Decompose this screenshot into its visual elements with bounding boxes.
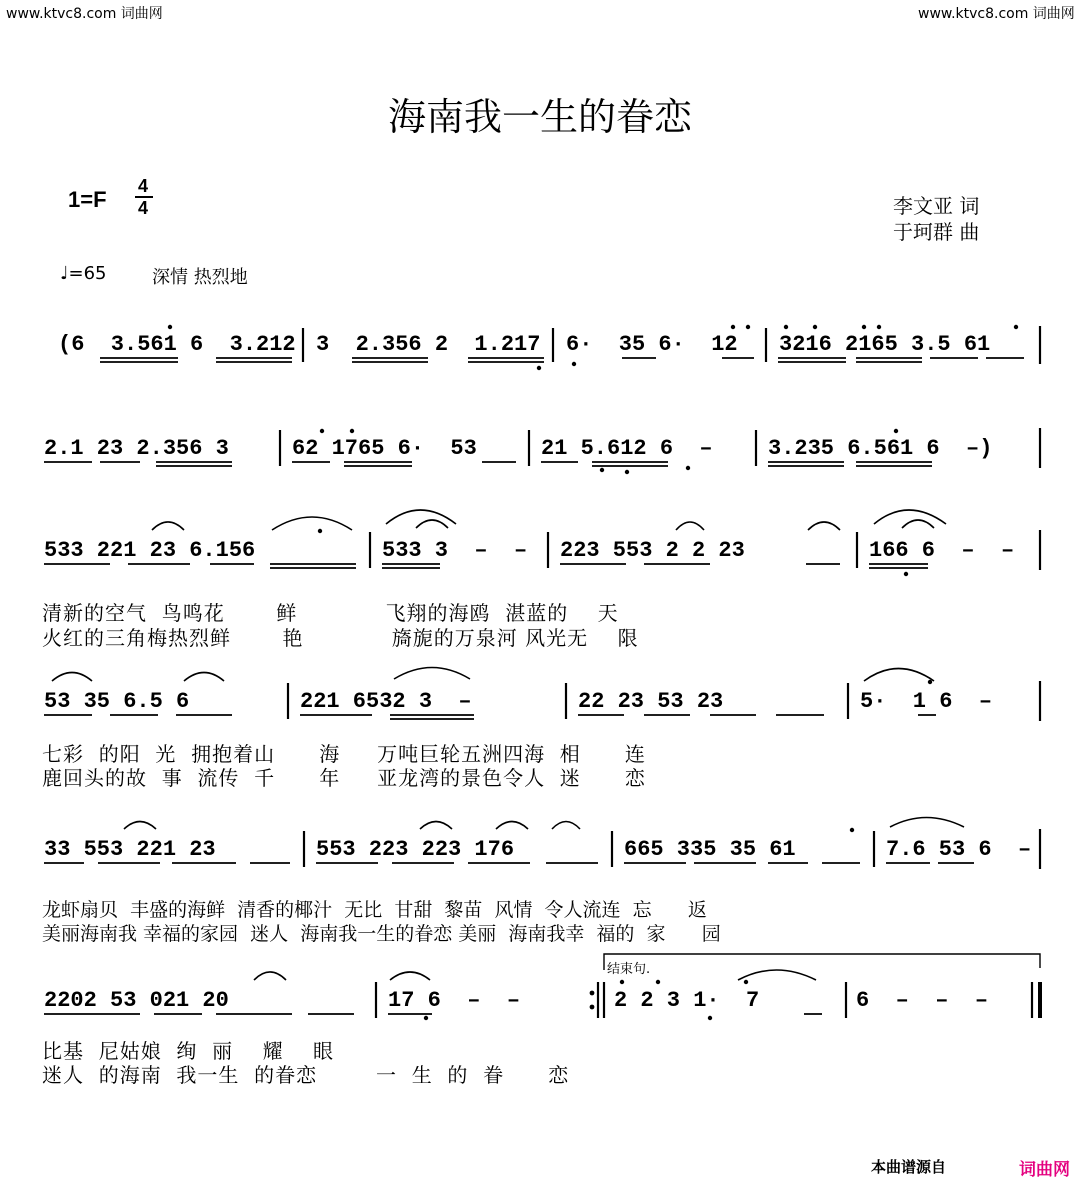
row4-measure2: 221 6532 3 – xyxy=(300,689,472,714)
slur xyxy=(390,972,430,980)
slur xyxy=(124,822,156,830)
row6-lyrics-verse2: 迷人 的海南 我一生 的眷恋 一 生 的 眷 恋 xyxy=(42,1063,570,1087)
slur xyxy=(808,522,840,530)
lyricist-credit: 李文亚 词 xyxy=(893,194,980,218)
slur xyxy=(676,522,704,530)
row2-measure1: 2.1 23 2.356 3 xyxy=(44,436,229,461)
slur xyxy=(184,673,224,682)
slur xyxy=(552,822,580,830)
slur xyxy=(254,972,286,980)
row6-measure4: 6 – – – xyxy=(856,988,989,1013)
row4-measure4: 5· 1 6 – xyxy=(860,689,993,714)
repeat-dot xyxy=(590,991,595,996)
slur xyxy=(152,522,184,530)
ending-bracket xyxy=(604,954,1040,970)
slur xyxy=(386,510,456,524)
slur xyxy=(890,818,964,828)
row3-lyrics-verse1: 清新的空气 鸟鸣花 鲜 飞翔的海鸥 湛蓝的 天 xyxy=(42,601,619,625)
row1-measure3: 6· 35 6· 12 xyxy=(566,332,738,357)
slur xyxy=(902,520,934,528)
row6-lyrics-verse1: 比基 尼姑娘 绚 丽 耀 眼 xyxy=(42,1039,335,1063)
row2-measure3: 21 5.612 6 – xyxy=(541,436,713,461)
slur xyxy=(864,669,934,682)
composer-credit: 于珂群 曲 xyxy=(893,220,980,244)
row3-measure4: 166 6 – – xyxy=(869,538,1015,563)
slur xyxy=(52,673,92,682)
row3-measure1: 533 221 23 6.156 xyxy=(44,538,256,563)
row2-measure4: 3.235 6.561 6 –) xyxy=(768,436,993,461)
row1-measure2: 3 2.356 2 1.217 xyxy=(316,332,541,357)
ending-label: 结束句. xyxy=(607,962,651,977)
slur xyxy=(416,520,448,528)
tempo-mark: ♩=65 xyxy=(60,263,107,284)
expression-mark: 深情 热烈地 xyxy=(152,267,248,288)
row1-measure1: (6 3.561 6 3.212 xyxy=(58,332,296,357)
time-signature-bottom: 4 xyxy=(138,198,149,218)
row6-measure3: 2 2 3 1· 7 xyxy=(614,988,760,1013)
row5-lyrics-verse2: 美丽海南我 幸福的家园 迷人 海南我一生的眷恋 美丽 海南我幸 福的 家 园 xyxy=(42,923,721,945)
row4-measure1: 53 35 6.5 6 xyxy=(44,689,190,714)
slur xyxy=(496,822,528,830)
header-site-left: www.ktvc8.com 词曲网 xyxy=(6,6,163,22)
song-title: 海南我一生的眷恋 xyxy=(387,95,692,139)
row4-measure3: 22 23 53 23 xyxy=(578,689,724,714)
row5-lyrics-verse1: 龙虾扇贝 丰盛的海鲜 清香的椰汁 无比 甘甜 黎苗 风情 令人流连 忘 返 xyxy=(42,899,707,921)
row5-measure3: 665 335 35 61 xyxy=(624,837,796,862)
row4-lyrics-verse2: 鹿回头的故 事 流传 千 年 亚龙湾的景色令人 迷 恋 xyxy=(42,766,646,790)
slur xyxy=(272,517,352,530)
row3-measure3: 223 553 2 2 23 xyxy=(560,538,745,563)
time-signature-top: 4 xyxy=(138,176,149,196)
row3-measure2: 533 3 – – xyxy=(382,538,528,563)
repeat-dot xyxy=(590,1005,595,1010)
row6-measure2: 17 6 – – xyxy=(388,988,521,1013)
footer-source: 本曲谱源自 xyxy=(871,1158,947,1176)
row4-lyrics-verse1: 七彩 的阳 光 拥抱着山 海 万吨巨轮五洲四海 相 连 xyxy=(42,742,646,766)
row6-measure1: 2202 53 021 20 xyxy=(44,988,229,1013)
row5-measure2: 553 223 223 176 xyxy=(316,837,515,862)
slur xyxy=(738,970,816,980)
slur xyxy=(394,668,470,680)
row2-measure2: 62 1765 6· 53 xyxy=(292,436,477,461)
slur xyxy=(420,822,452,830)
row1-measure4: 3216 2165 3.5 61 xyxy=(779,332,991,357)
footer-logo: 词曲网 xyxy=(1019,1160,1070,1180)
header-site-right: www.ktvc8.com 词曲网 xyxy=(918,6,1075,22)
row5-measure1: 33 553 221 23 xyxy=(44,837,216,862)
row3-lyrics-verse2: 火红的三角梅热烈鲜 艳 旖旎的万泉河 风光无 限 xyxy=(42,626,639,650)
key-signature: 1=F xyxy=(68,187,107,212)
row5-measure4: 7.6 53 6 – xyxy=(886,837,1032,862)
